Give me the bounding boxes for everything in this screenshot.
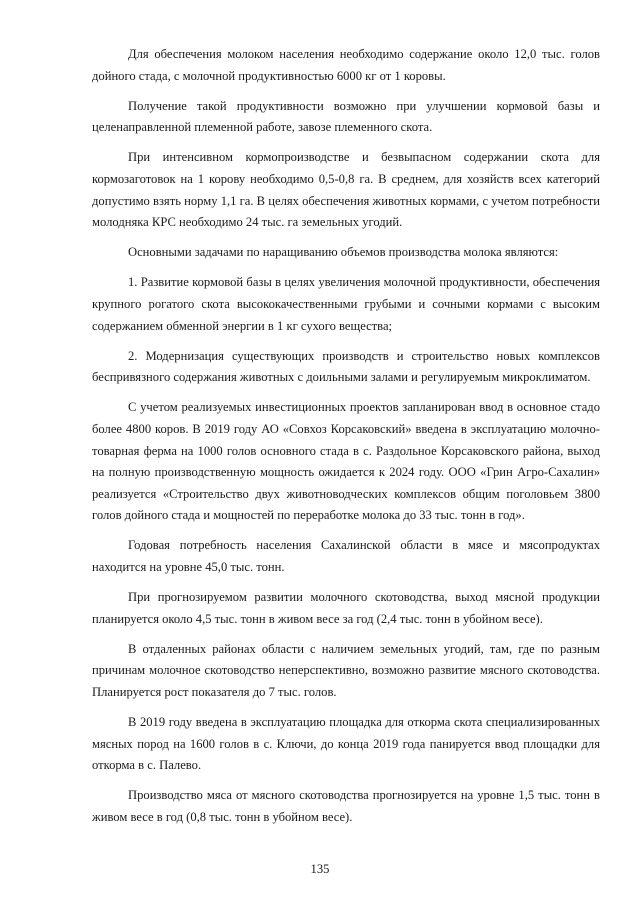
paragraph-feed-land: При интенсивном кормопроизводстве и безвыпасном содержании скота для кормозаготовок на 1 корову необходимо 0,5-0,8 га. В среднем, для хозяйств всех категорий допустимо взять норму 1,1 га. В целях обеспечения животных кормами, с учетом потребности молодняка КРС необходимо 24 тыс. га земельных угодий. (92, 150, 600, 230)
paragraph-beef-cattle: В отдаленных районах области с наличием земельных угодий, там, где по разным причинам молочное скотоводство неперспективно, возможно развитие мясного скотоводства. Планируется рост показателя до 7 тыс. голов. (92, 641, 600, 699)
body-text (92, 44, 600, 837)
paragraph-productivity: Получение такой продуктивности возможно при улучшении кормовой базы и целенаправленной племенной работе, завозе племенного скота. (92, 98, 600, 135)
page-number: 135 (310, 862, 330, 876)
paragraph-meat-forecast: Производство мяса от мясного скотоводства прогнозируется на уровне 1,5 тыс. тонн в живом весе в год (0,8 тыс. тонн в убойном весе). (92, 788, 600, 824)
paragraph-investment-projects: С учетом реализуемых инвестиционных проектов запланирован ввод в основное стадо более 4800 коров. В 2019 году АО «Совхоз Корсаковский» введена в эксплуатацию молочно-товарная ферма на 1000 голов основного стада в с. Раздольное Корсаковского района, выход на полную производственную мощность ожидается к 2024 году. ООО «Грин Агро-Сахалин» реализуется «Строительство двух животноводческих комплексов общим поголовьем 3800 голов дойного стада и мощностей по переработке молока до 33 тыс. тонн в год». (92, 400, 600, 523)
paragraph-fattening-site: В 2019 году введена в эксплуатацию площадка для откорма скота специализированных мясных пород на 1600 голов в с. Ключи, до конца 2019 года панируется ввод площадки для откорма в с. Палево. (92, 715, 600, 773)
paragraph-task-1: 1. Развитие кормовой базы в целях увеличения молочной продуктивности, обеспечения крупного рогатого скота высококачественными грубыми и сочными кормами с высоким содержанием обменной энергии в 1 кг сухого вещества; (92, 275, 600, 333)
paragraph-task-2: 2. Модернизация существующих производств и строительство новых комплексов беспривязного содержания животных с доильными залами и регулируемым микроклиматом. (92, 348, 600, 385)
paragraph-main-tasks: Основными задачами по наращиванию объемов производства молока являются: (128, 245, 559, 260)
paragraph-milk-herd: Для обеспечения молоком населения необходимо содержание около 12,0 тыс. голов дойного стада, с молочной продуктивностью 6000 кг от 1 коровы. (92, 47, 600, 83)
paragraph-meat-output: При прогнозируемом развитии молочного скотоводства, выход мясной продукции планируется около 4,5 тыс. тонн в живом весе за год (2,4 тыс. тонн в убойном весе). (92, 590, 600, 626)
paragraph-meat-demand: Годовая потребность населения Сахалинской области в мясе и мясопродуктах находится на уровне 45,0 тыс. тонн. (92, 538, 600, 574)
